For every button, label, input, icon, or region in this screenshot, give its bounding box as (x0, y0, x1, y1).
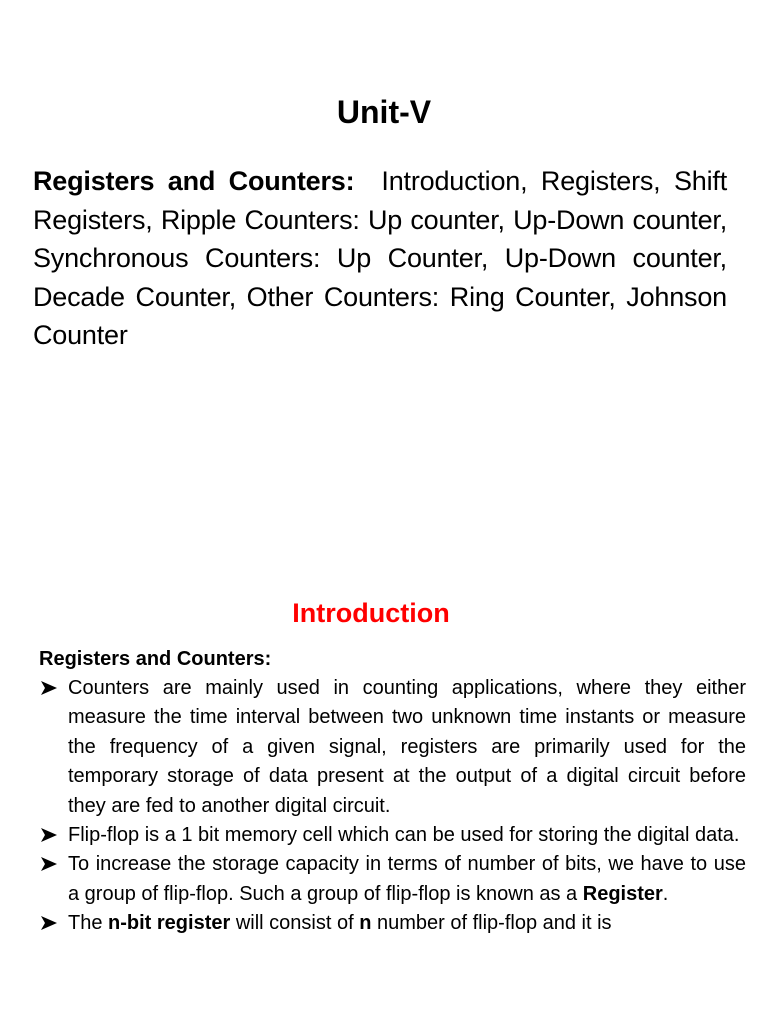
arrow-bullet-icon (40, 915, 58, 931)
introduction-subheading: Registers and Counters: (39, 648, 272, 670)
arrow-bullet-icon (40, 856, 58, 872)
syllabus-text: Introduction, Registers, Shift Registers, Ripple Counters: Up counter, Up-Down counter, Synchronous Counters: Up Counter, Up-Down counter, Decade Counter, Other Counters: Ring Counter, Johnson Counter (33, 166, 727, 350)
bullet-text: The (68, 912, 109, 935)
bullet-bold-term: Register (582, 882, 663, 905)
list-item (40, 821, 746, 850)
bullet-text: Counters are mainly used in counting applications, where they either measure the time interval between two unknown time instants or measure the frequency of a given signal, registers are primarily used for the temporary storage of data present at the output of a digital circuit before they are fed to another digital circuit. (68, 677, 746, 817)
introduction-bullet-list (40, 674, 746, 939)
bullet-text: . (662, 882, 669, 905)
introduction-title: Introduction (292, 598, 450, 628)
list-item (40, 674, 746, 821)
arrow-bullet-icon (40, 827, 58, 843)
syllabus-paragraph (33, 162, 727, 355)
bullet-text: Flip-flop is a 1 bit memory cell which can be used for storing the digital data. (68, 824, 740, 847)
list-item (40, 850, 746, 909)
bullet-text: number of flip-flop and it is (371, 912, 612, 935)
bullet-text: will consist of (230, 912, 360, 935)
bullet-text: To increase the storage capacity in terms of number of bits, we have to use a group of flip-flop. Such a group of flip-flop is known as a (68, 853, 746, 905)
bullet-bold-term: n-bit register (108, 912, 231, 935)
unit-title: Unit-V (336, 94, 432, 130)
syllabus-label: Registers and Counters: (33, 166, 355, 196)
list-item (40, 909, 746, 938)
arrow-bullet-icon (40, 680, 58, 696)
bullet-bold-term: n (359, 912, 372, 935)
